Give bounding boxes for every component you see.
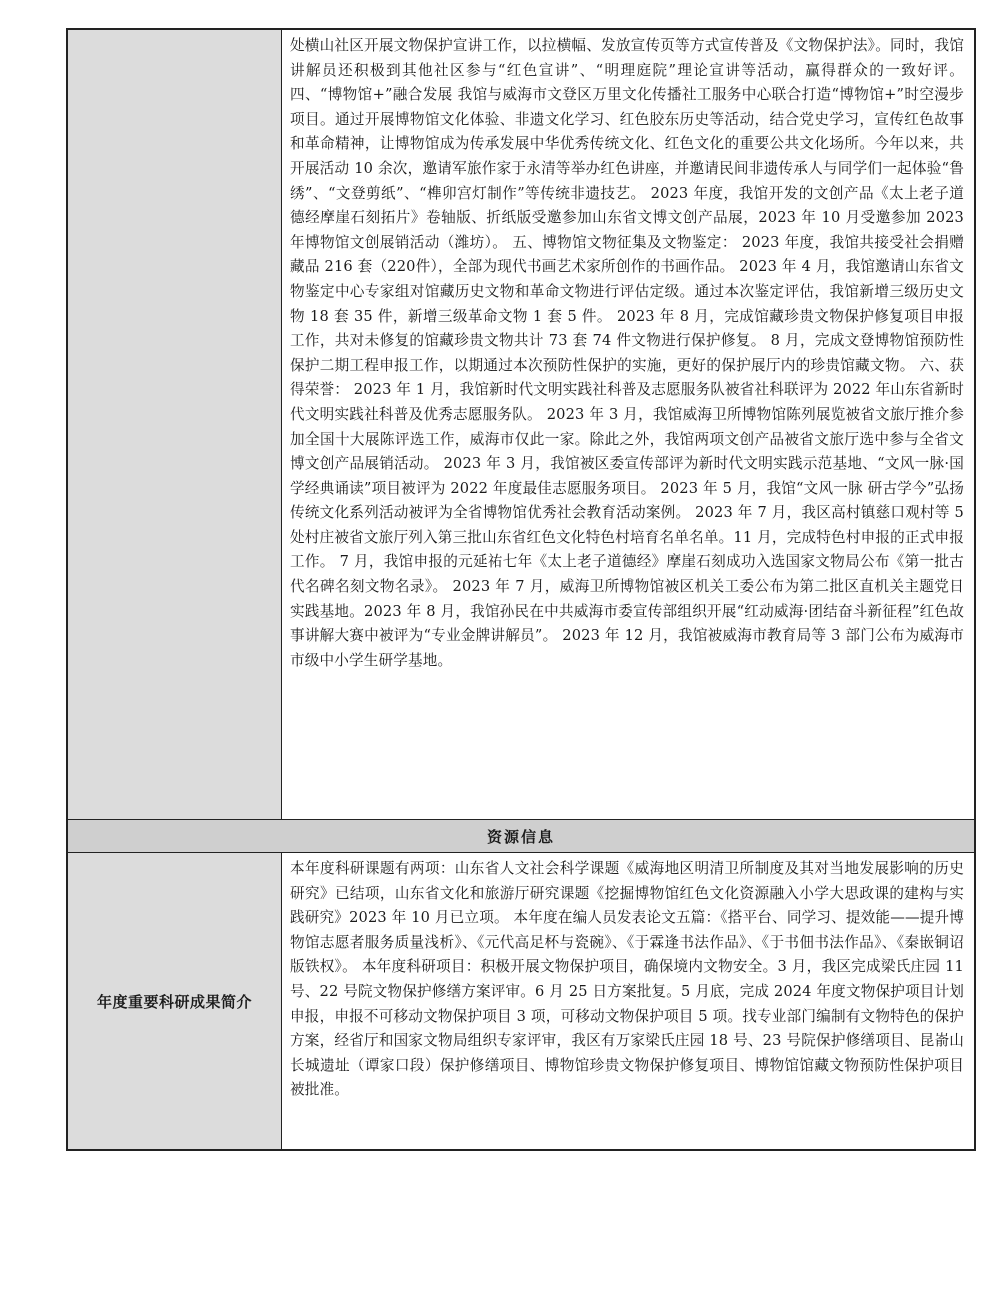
table-row [68,30,974,820]
row-content-text: 处横山社区开展文物保护宣讲工作，以拉横幅、发放宣传页等方式宣传普及《文物保护法》。同时，我馆讲解员还积极到其他社区参与“红色宣讲”、“明理庭院”理论宣讲等活动，赢得群众的一致好评。 四、“博物馆+”融合发展 我馆与威海市文登区万里文化传播社工服务中心联合打造“博物馆+”时空漫步项目。通过开展博物馆文化体验、非遗文化学习、红色胶东历史等活动，结合党史学习，宣传红色故事和革命精神，让博物馆成为传承发展中华优秀传统文化、红色文化的重要公共文化场所。今年以来，共开展活动 10 余次，邀请军旅作家于永清等举办红色讲座，并邀请民间非遗传承人与同学们一起体验“鲁绣”、“文登剪纸”、“榫卯宫灯制作”等传统非遗技艺。 2023 年度，我馆开发的文创产品《太上老子道德经摩崖石刻拓片》卷轴版、折纸版受邀参加山东省文博文创产品展，2023 年 10 月受邀参加 2023 年博物馆文创展销活动（潍坊）。 五、博物馆文物征集及文物鉴定： 2023 年度，我馆共接受社会捐赠藏品 216 套（220件），全部为现代书画艺术家所创作的书画作品。 2023 年 4 月，我馆邀请山东省文物鉴定中心专家组对馆藏历史文物和革命文物进行评估定级。通过本次鉴定评估，我馆新增三级历史文物 18 套 35 件，新增三级革命文物 1 套 5 件。 2023 年 8 月，完成馆藏珍贵文物保护修复项目申报工作，共对未修复的馆藏珍贵文物共计 73 套 74 件文物进行保护修复。 8 月，完成文登博物馆预防性保护二期工程申报工作，以期通过本次预防性保护的实施，更好的保护展厅内的珍贵馆藏文物。 六、获得荣誉： 2023 年 1 月，我馆新时代文明实践社科普及志愿服务队被省社科联评为 2022 年山东省新时代文明实践社科普及优秀志愿服务队。 2023 年 3 月，我馆威海卫所博物馆陈列展览被省文旅厅推介参加全国十大展陈评选工作，威海市仅此一家。除此之外，我馆两项文创产品被省文旅厅选中参与全省文博文创产品展销活动。 2023 年 3 月，我馆被区委宣传部评为新时代文明实践示范基地、“文风一脉·国学经典诵读”项目被评为 2022 年度最佳志愿服务项目。 2023 年 5 月，我馆“文风一脉 研古学今”弘扬传统文化系列活动被评为全省博物馆优秀社会教育活动案例。 2023 年 7 月，我区高村镇慈口观村等 5 处村庄被省文旅厅列入第三批山东省红色文化特色村培育名单名单。11 月，完成特色村申报的正式申报工作。 7 月，我馆申报的元延祐七年《太上老子道德经》摩崖石刻成功入选国家文物局公布《第一批古代名碑名刻文物名录》。 2023 年 7 月，威海卫所博物馆被区机关工委公布为第二批区直机关主题党日实践基地。2023 年 8 月，我馆孙民在中共威海市委宣传部组织开展“红动威海·团结奋斗新征程”红色故事讲解大赛中被评为“专业金牌讲解员”。 2023 年 12 月，我馆被威海市教育局等 3 部门公布为威海市市级中小学生研学基地。 [290,37,964,669]
row-label [68,30,282,819]
report-table [66,28,976,1151]
table-row [68,853,974,1149]
row-label-research-summary: 年度重要科研成果简介 [68,853,282,1149]
research-summary-text: 本年度科研课题有两项：山东省人文社会科学课题《威海地区明清卫所制度及其对当地发展影响的历史研究》已结项，山东省文化和旅游厅研究课题《挖掘博物馆红色文化资源融入小学大思政课的建构与实践研究》2023 年 10 月已立项。 本年度在编人员发表论文五篇：《搭平台、同学习、提效能——提升博物馆志愿者服务质量浅析》、《元代高足杯与瓷碗》、《于霖逢书法作品》、《于书佃书法作品》、《秦嵌铜诏版铁权》。 本年度科研项目：积极开展文物保护项目，确保境内文物安全。3 月，我区完成梁氏庄园 11 号、22 号院文物保护修缮方案评审。6 月 25 日方案批复。5 月底，完成 2024 年度文物保护项目计划申报，申报不可移动文物保护项目 3 项，可移动文物保护项目 5 项。找专业部门编制有文物特色的保护方案，经省厅和国家文物局组织专家评审，我区有万家梁氏庄园 18 号、23 号院保护修缮项目、昆嵛山长城遗址（谭家口段）保护修缮项目、博物馆珍贵文物保护修复项目、博物馆馆藏文物预防性保护项目被批准。 [290,860,964,1099]
section-header-resource-info: 资源信息 [68,820,974,853]
